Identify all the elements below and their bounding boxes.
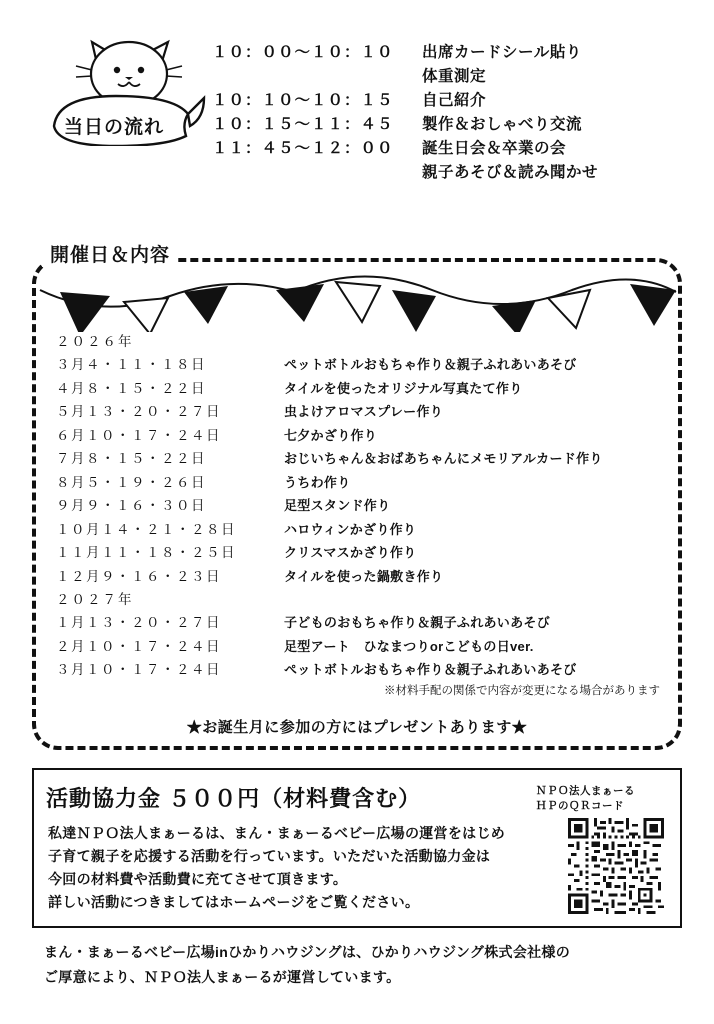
qr-label [536, 784, 666, 814]
fee-line: 今回の材料費や活動費に充てさせて頂きます。 [48, 871, 348, 887]
event-date: ５月１３・２０・２７日 [56, 404, 221, 419]
footer-line: まん・まぁーるベビー広場inひかりハウジングは、ひかりハウジング株式会社様の [44, 944, 571, 960]
event-row [56, 635, 666, 655]
qr-label-line2: ＨＰのＱＲコード [536, 800, 624, 812]
timetable-row [212, 112, 692, 134]
event-date: ３月１０・１７・２４日 [56, 662, 221, 677]
event-row [56, 471, 666, 491]
event-row [56, 658, 666, 678]
event-desc: ペットボトルおもちゃ作り＆親子ふれあいあそび [284, 662, 577, 677]
badge-label: 当日の流れ [63, 117, 164, 138]
event-row [56, 447, 666, 467]
event-row [56, 494, 666, 514]
events-section-title: 開催日＆内容 [42, 240, 178, 267]
event-date: ２月１０・１７・２４日 [56, 638, 221, 654]
fee-title: 活動協力金 ５００円（材料費含む） [46, 786, 422, 811]
event-desc: タイルを使った鍋敷き作り [284, 568, 444, 584]
timetable-desc: 自己紹介 [422, 92, 487, 109]
event-date: ３月４・１１・１８日 [56, 357, 206, 372]
timetable-row [212, 40, 692, 62]
event-row [56, 518, 666, 538]
event-desc: クリスマスかざり作り [284, 545, 417, 560]
event-desc: 子どものおもちゃ作り＆親子ふれあいあそび [284, 615, 551, 630]
timetable-time: １０：１０～１０：１５ [212, 92, 394, 109]
event-row [56, 541, 666, 561]
event-row [56, 400, 666, 420]
timetable-time: １０：００～１０：１０ [212, 44, 394, 61]
timetable-subdesc: 親子あそび＆読み聞かせ [422, 164, 599, 181]
schedule-section [0, 0, 714, 240]
event-date: ４月８・１５・２２日 [56, 380, 206, 396]
footer-note [44, 940, 684, 990]
event-desc: うちわ作り [284, 474, 351, 490]
events-note-wrap [56, 682, 666, 700]
event-desc: 七夕かざり作り [284, 427, 378, 443]
timetable-desc: 誕生日会＆卒業の会 [422, 140, 567, 157]
qr-code-icon [568, 818, 664, 914]
fee-body [48, 822, 518, 914]
event-date: ９月９・１６・３０日 [56, 498, 206, 513]
timetable-time: １０：１５～１１：４５ [212, 116, 394, 133]
fee-line: 詳しい活動につきましてはホームページをご覧ください。 [48, 894, 420, 910]
timetable-row [212, 88, 692, 110]
event-date: ６月１０・１７・２４日 [56, 427, 221, 443]
event-date: １２月９・１６・２３日 [56, 568, 221, 584]
events-note: ※材料手配の関係で内容が変更になる場合があります [384, 685, 660, 697]
timetable [212, 40, 692, 184]
year-heading: ２０２７年 [56, 592, 134, 607]
event-row [56, 353, 666, 373]
timetable-row [212, 136, 692, 158]
events-list [56, 328, 666, 700]
year-heading: ２０２６年 [56, 334, 134, 349]
fee-line: 私達ＮＰＯ法人まぁーるは、まん・まぁーるベビー広場の運営をはじめ [48, 825, 506, 841]
event-desc: ハロウィンかざり作り [284, 521, 417, 537]
timetable-desc: 出席カードシール貼り [422, 44, 582, 61]
event-row [56, 377, 666, 397]
bunting-decoration [32, 262, 682, 332]
footer-line: ご厚意により、ＮＰＯ法人まぁーるが運営しています。 [44, 969, 401, 985]
event-row [56, 611, 666, 631]
timetable-desc: 製作＆おしゃべり交流 [422, 116, 583, 133]
fee-box [32, 768, 682, 928]
event-date: １０月１４・２１・２８日 [56, 521, 236, 537]
event-desc: ペットボトルおもちゃ作り＆親子ふれあいあそび [284, 357, 577, 372]
event-row [56, 424, 666, 444]
event-date: １１月１１・１８・２５日 [56, 545, 236, 560]
event-date: ７月８・１５・２２日 [56, 451, 206, 466]
qr-label-line1: ＮＰＯ法人まぁーる [536, 785, 635, 797]
event-desc: 足型スタンド作り [284, 498, 391, 513]
event-desc: 虫よけアロマスプレー作り [284, 404, 444, 419]
fee-line: 子育て親子を応援する活動を行っています。いただいた活動協力金は [48, 848, 491, 864]
event-desc: 足型アート ひなまつりorこどもの日ver. [284, 638, 534, 654]
timetable-time: １１：４５～１２：００ [212, 140, 394, 157]
timetable-subdesc: 体重測定 [422, 68, 487, 85]
event-date: １月１３・２０・２７日 [56, 615, 221, 630]
event-date: ８月５・１９・２６日 [56, 474, 206, 490]
event-desc: タイルを使ったオリジナル写真たて作り [284, 380, 523, 396]
event-desc: おじいちゃん＆おばあちゃんにメモリアルカード作り [284, 451, 603, 466]
event-row [56, 565, 666, 585]
present-banner: ★お誕生月に参加の方にはプレゼントあります★ [186, 719, 528, 736]
